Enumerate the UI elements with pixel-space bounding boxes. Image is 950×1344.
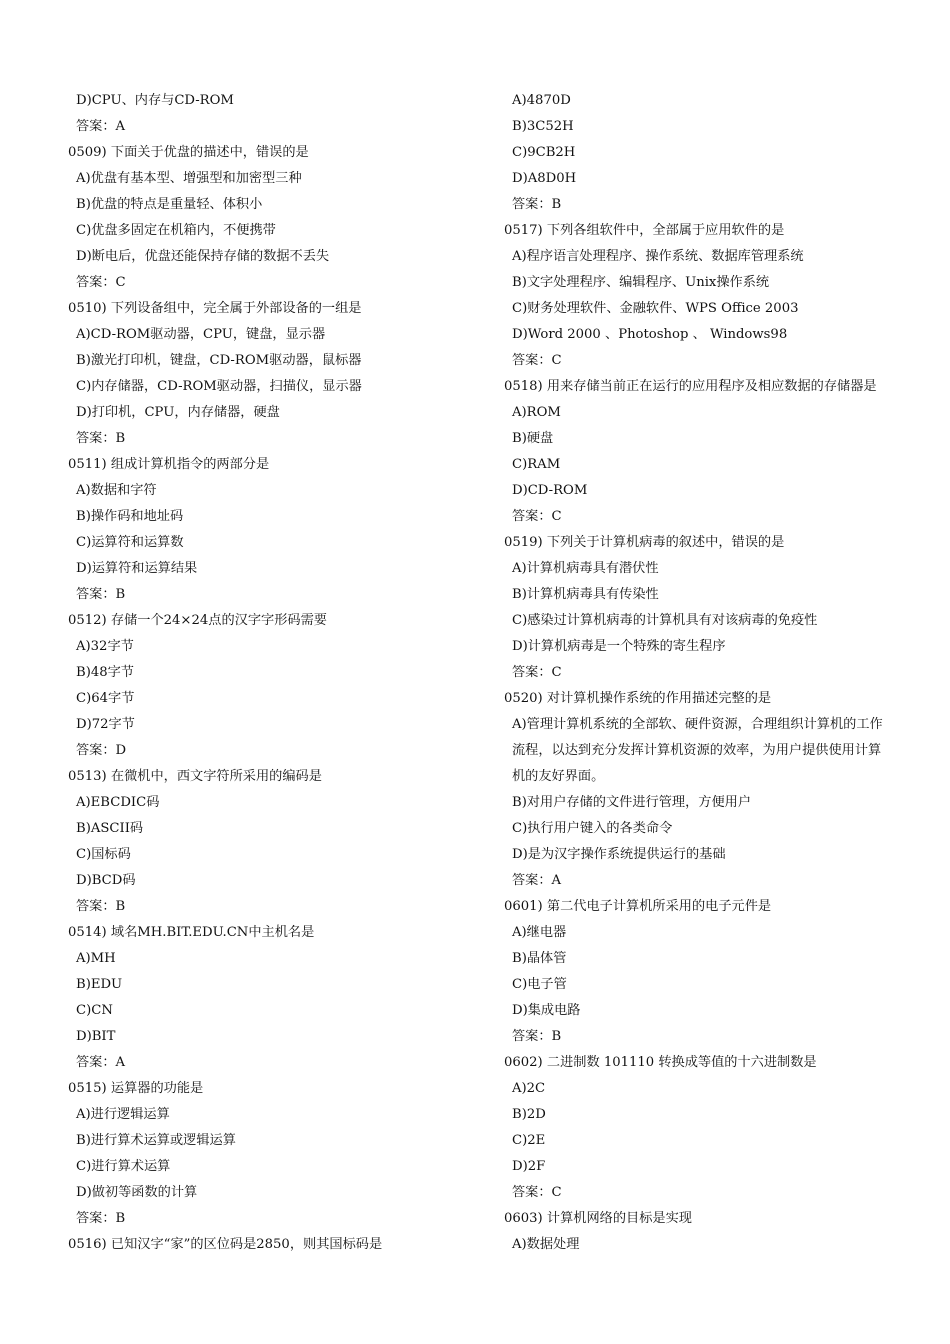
option-text: D)CD-ROM [512,483,588,498]
question-text: 0510) 下列设备组中，完全属于外部设备的一组是 [68,301,362,316]
option-text: C)CN [76,1003,113,1018]
option-text: B)操作码和地址码 [76,509,184,524]
option-text: A)32字节 [76,639,134,654]
option-text: D)做初等函数的计算 [76,1185,198,1200]
question-text: 0517) 下列各组软件中，全部属于应用软件的是 [504,223,785,238]
option-text: C)国标码 [76,847,131,862]
question-text: 0511) 组成计算机指令的两部分是 [68,457,270,472]
option-text: A)ROM [512,405,561,420]
option-text: A)4870D [512,93,571,108]
answer-text: 答案：C [512,353,562,368]
option-text: B)计算机病毒具有传染性 [512,587,659,602]
answer-text: 答案：B [76,587,126,602]
question-text: 0603) 计算机网络的目标是实现 [504,1211,692,1226]
right-column [504,88,889,1258]
question-text: 0514) 域名MH.BIT.EDU.CN中主机名是 [68,925,315,940]
option-text: D)BCD码 [76,873,136,888]
option-text: A)数据和字符 [76,483,157,498]
question-text: 0602) 二进制数 101110 转换成等值的十六进制数是 [504,1055,817,1070]
option-text: A)优盘有基本型、增强型和加密型三种 [76,171,302,186]
option-text: A)2C [512,1081,546,1096]
option-text: A)CD-ROM驱动器，CPU，键盘，显示器 [76,327,326,342]
answer-text: 答案：C [512,509,562,524]
question-text: 0519) 下列关于计算机病毒的叙述中，错误的是 [504,535,785,550]
question-text: 0520) 对计算机操作系统的作用描述完整的是 [504,691,772,706]
option-text: D)集成电路 [512,1003,581,1018]
option-text: A)程序语言处理程序、操作系统、数据库管理系统 [512,249,804,264]
answer-text: 答案：B [76,431,126,446]
option-text: B)硬盘 [512,431,554,446]
option-text: D)Word 2000 、Photoshop 、 Windows98 [512,327,788,342]
option-text: D)是为汉字操作系统提供运行的基础 [512,847,726,862]
option-text: C)财务处理软件、金融软件、WPS Office 2003 [512,301,799,316]
option-text: C)64字节 [76,691,135,706]
answer-text: 答案：B [76,899,126,914]
answer-text: 答案：C [76,275,126,290]
option-text: D)打印机，CPU，内存储器，硬盘 [76,405,280,420]
answer-text: 答案：B [512,197,562,212]
option-text: D)BIT [76,1029,116,1044]
left-column [68,88,428,1258]
question-text: 0509) 下面关于优盘的描述中，错误的是 [68,145,309,160]
option-text: C)执行用户键入的各类命令 [512,821,673,836]
option-text: B)进行算术运算或逻辑运算 [76,1133,236,1148]
option-text: C)运算符和运算数 [76,535,184,550]
question-text: 0515) 运算器的功能是 [68,1081,204,1096]
option-text: C)进行算术运算 [76,1159,171,1174]
answer-text: 答案：B [512,1029,562,1044]
option-text: B)ASCII码 [76,821,144,836]
option-text: D)72字节 [76,717,135,732]
option-text: D)2F [512,1159,546,1174]
answer-text: 答案：A [76,119,126,134]
option-text: B)对用户存储的文件进行管理，方便用户 [512,795,752,810]
option-text: B)优盘的特点是重量轻、体积小 [76,197,263,212]
option-text: C)9CB2H [512,145,576,160]
option-text: A)管理计算机系统的全部软、硬件资源，合理组织计算机的工作流程，以达到充分发挥计算机资源的效率，为用户提供使用计算机的友好界面。 [512,717,883,784]
option-text: A)数据处理 [512,1237,580,1252]
question-text: 0516) 已知汉字“家”的区位码是2850，则其国标码是 [68,1237,383,1252]
option-text: D)运算符和运算结果 [76,561,198,576]
option-text: B)2D [512,1107,546,1122]
option-text: C)RAM [512,457,561,472]
answer-text: 答案：C [512,665,562,680]
answer-text: 答案：C [512,1185,562,1200]
answer-text: 答案：D [76,743,127,758]
option-text: B)晶体管 [512,951,567,966]
option-text: B)48字节 [76,665,134,680]
answer-text: 答案：A [512,873,562,888]
option-text: A)EBCDIC码 [76,795,160,810]
question-text: 0601) 第二代电子计算机所采用的电子元件是 [504,899,772,914]
option-text: D)计算机病毒是一个特殊的寄生程序 [512,639,726,654]
option-text: B)EDU [76,977,123,992]
option-text: D)断电后，优盘还能保持存储的数据不丢失 [76,249,330,264]
option-text: C)优盘多固定在机箱内，不便携带 [76,223,276,238]
option-text: B)3C52H [512,119,574,134]
option-text: D)CPU、内存与CD-ROM [76,93,234,108]
question-text: 0513) 在微机中，西文字符所采用的编码是 [68,769,322,784]
answer-text: 答案：A [76,1055,126,1070]
question-text: 0518) 用来存储当前正在运行的应用程序及相应数据的存储器是 [504,379,877,394]
option-text: C)内存储器，CD-ROM驱动器，扫描仪，显示器 [76,379,362,394]
option-text: C)电子管 [512,977,567,992]
option-text: B)文字处理程序、编辑程序、Unix操作系统 [512,275,770,290]
answer-text: 答案：B [76,1211,126,1226]
option-text: D)A8D0H [512,171,577,186]
option-text: A)进行逻辑运算 [76,1107,170,1122]
option-text: C)2E [512,1133,546,1148]
option-text: B)激光打印机，键盘，CD-ROM驱动器，鼠标器 [76,353,362,368]
question-text: 0512) 存储一个24×24点的汉字字形码需要 [68,613,327,628]
option-text: A)继电器 [512,925,567,940]
option-text: C)感染过计算机病毒的计算机具有对该病毒的免疫性 [512,613,818,628]
option-text: A)MH [76,951,116,966]
option-text: A)计算机病毒具有潜伏性 [512,561,659,576]
